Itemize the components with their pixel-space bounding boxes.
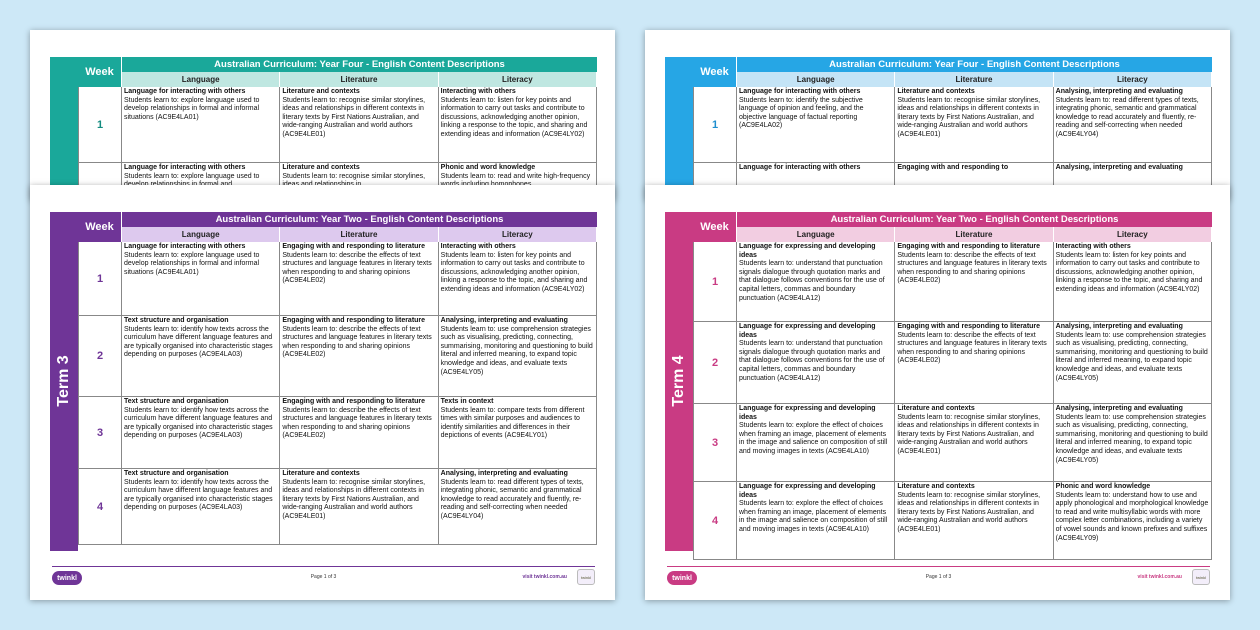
table-cell bbox=[280, 397, 438, 468]
column-header: Literacy bbox=[439, 227, 597, 242]
cell-body: Students learn to: explore the effect of choices when framing an image, placement of elements in the image and salience on composition of still and moving images in texts (AC9E4LA10) bbox=[739, 500, 888, 533]
column-headers bbox=[737, 72, 1212, 87]
table-cell bbox=[1054, 404, 1212, 481]
cell-body: Students learn to: listen for key points and information to carry out tasks and contribute to discussions, acknowledging another opinion, linking a response to the topic, and sharing and extending ideas and information (AC9E4LY02) bbox=[1055, 251, 1203, 293]
column-header: Literature bbox=[895, 227, 1053, 242]
column-header: Literacy bbox=[1054, 72, 1212, 87]
cell-body: Students learn to: recognise similar storylines, ideas and relationships in different contexts in literary texts by First Nations Australian, and wide-ranging Australian and world authors (AC9E4LE01) bbox=[897, 413, 1041, 455]
cell-body: Students learn to: identify how texts across the curriculum have different language features and are typically organised into characteristic stages depending on purposes (AC9E4LA03) bbox=[124, 406, 273, 440]
cell-heading: Phonic and word knowledge bbox=[1055, 483, 1151, 490]
back-left-grid bbox=[78, 57, 597, 200]
table-cell bbox=[280, 242, 438, 315]
cell-heading: Literature and contexts bbox=[282, 88, 360, 95]
week-number: 4 bbox=[693, 482, 737, 559]
cell-heading: Literature and contexts bbox=[897, 88, 975, 95]
column-header: Language bbox=[122, 227, 280, 242]
footer bbox=[52, 566, 595, 586]
table-row bbox=[693, 322, 1212, 404]
table-row bbox=[78, 397, 597, 469]
cell-body: Students learn to: describe the effects of text structures and language features in literary texts when responding to and sharing opinions (AC9E4LE02) bbox=[282, 406, 432, 440]
term-strip bbox=[665, 57, 693, 200]
week-header: Week bbox=[78, 212, 122, 242]
cell-heading: Language for expressing and developing ideas bbox=[739, 323, 876, 339]
cell-body: Students learn to: describe the effects of text structures and language features in literary texts when responding to and sharing opinions (AC9E4LE02) bbox=[897, 331, 1047, 365]
cell-body: Students learn to: recognise similar storylines, ideas and relationships in different contexts in literary texts by First Nations Australian, and wide-ranging Australian and world authors (AC9E4LE01) bbox=[282, 478, 426, 520]
cell-heading: Language for expressing and developing ideas bbox=[739, 243, 876, 259]
week-number: 2 bbox=[78, 316, 122, 396]
cell-body: Students learn to: identify how texts across the curriculum have different language features and are typically organised into characteristic stages depending on purposes (AC9E4LA03) bbox=[124, 478, 273, 512]
cell-heading: Text structure and organisation bbox=[124, 470, 229, 477]
page-number: Page 1 of 3 bbox=[310, 574, 337, 580]
term4-page bbox=[645, 185, 1230, 600]
cell-heading: Analysing, interpreting and evaluating bbox=[440, 317, 568, 324]
table-cell bbox=[737, 322, 895, 403]
table-cell bbox=[737, 87, 895, 162]
badge-icon: twinkl bbox=[577, 569, 595, 585]
cell-body: Students learn to: compare texts from different times with similar purposes and audiences to identify similarities and differences in their depictions of events (AC9E4LY01) bbox=[440, 406, 585, 440]
twinkl-logo[interactable]: twinkl bbox=[52, 571, 82, 585]
table-cell bbox=[737, 242, 895, 321]
cell-heading: Engaging with and responding to bbox=[897, 164, 1009, 171]
cell-body: Students learn to: identify how texts across the curriculum have different language features and are typically organised into characteristic stages depending on purposes (AC9E4LA03) bbox=[124, 325, 273, 359]
cell-heading: Literature and contexts bbox=[897, 483, 975, 490]
cell-body: Students learn to: read different types of texts, integrating phonic, semantic and grammatical knowledge to read accurately and fluently, re-reading and self-correcting when needed (AC9E4LY04) bbox=[1055, 96, 1199, 138]
table-cell bbox=[439, 242, 597, 315]
term4-grid bbox=[693, 212, 1212, 560]
cell-heading: Engaging with and responding to literature bbox=[282, 398, 426, 405]
column-header: Literacy bbox=[1054, 227, 1212, 242]
week-number: 1 bbox=[78, 87, 122, 162]
cell-heading: Interacting with others bbox=[440, 88, 516, 95]
table-row bbox=[78, 87, 597, 163]
cell-body: Students learn to: recognise similar storylines, ideas and relationships in different contexts in literary texts by First Nations Australian, and wide-ranging Australian and world authors (AC9E4LE01) bbox=[282, 96, 426, 138]
cell-heading: Language for interacting with others bbox=[124, 243, 246, 250]
column-header: Literacy bbox=[439, 72, 597, 87]
week-header: Week bbox=[693, 212, 737, 242]
column-header: Literature bbox=[280, 72, 438, 87]
table-cell bbox=[1054, 482, 1212, 559]
column-headers bbox=[737, 227, 1212, 242]
table-cell bbox=[280, 469, 438, 544]
cell-heading: Literature and contexts bbox=[282, 470, 360, 477]
week-number: 1 bbox=[693, 87, 737, 162]
table-row bbox=[693, 87, 1212, 163]
column-header: Language bbox=[737, 227, 895, 242]
cell-heading: Text structure and organisation bbox=[124, 317, 229, 324]
table-cell bbox=[122, 242, 280, 315]
table-title: Australian Curriculum: Year Four - English Content Descriptions bbox=[122, 57, 597, 72]
cell-body: Students learn to: listen for key points and information to carry out tasks and contribute to discussions, acknowledging another opinion, linking a response to the topic, and sharing and extending ideas and information (AC9E4LY02) bbox=[440, 251, 588, 293]
table-row bbox=[78, 469, 597, 545]
table-cell bbox=[439, 87, 597, 162]
cell-heading: Literature and contexts bbox=[897, 405, 975, 412]
week-header: Week bbox=[78, 57, 122, 87]
cell-body: Students learn to: explore language used to develop relationships in formal and informal situations (AC9E4LA01) bbox=[124, 251, 260, 276]
term3-page bbox=[30, 185, 615, 600]
column-header: Literature bbox=[895, 72, 1053, 87]
table-header bbox=[693, 212, 1212, 242]
table-row bbox=[78, 242, 597, 316]
cell-heading: Interacting with others bbox=[440, 243, 516, 250]
term-label: Term 3 bbox=[55, 355, 72, 407]
cell-heading: Analysing, interpreting and evaluating bbox=[440, 470, 568, 477]
cell-heading: Language for interacting with others bbox=[124, 88, 246, 95]
footer bbox=[667, 566, 1210, 586]
table-title: Australian Curriculum: Year Two - English Content Descriptions bbox=[122, 212, 597, 227]
cell-body: Students learn to: describe the effects of text structures and language features in literary texts when responding to and sharing opinions (AC9E4LE02) bbox=[282, 251, 432, 285]
cell-heading: Interacting with others bbox=[1055, 243, 1131, 250]
column-headers bbox=[122, 227, 597, 242]
cell-heading: Language for interacting with others bbox=[739, 164, 861, 171]
table-cell bbox=[1054, 87, 1212, 162]
cell-body: Students learn to: understand that punctuation signals dialogue through quotation marks and that dialogue follows conventions for the use of capital letters, commas and boundary punctuation (AC9E4LA12) bbox=[739, 260, 885, 302]
week-header: Week bbox=[693, 57, 737, 87]
back-left-page bbox=[30, 30, 615, 200]
badge-icon: twinkl bbox=[1192, 569, 1210, 585]
table-cell bbox=[1054, 242, 1212, 321]
cell-heading: Engaging with and responding to literature bbox=[282, 243, 426, 250]
table-title: Australian Curriculum: Year Two - English Content Descriptions bbox=[737, 212, 1212, 227]
table-row bbox=[693, 242, 1212, 322]
twinkl-logo[interactable]: twinkl bbox=[667, 571, 697, 585]
table-cell bbox=[1054, 322, 1212, 403]
table-header bbox=[693, 57, 1212, 87]
term-label: Term 4 bbox=[670, 355, 687, 407]
cell-heading: Engaging with and responding to literature bbox=[897, 243, 1041, 250]
cell-heading: Engaging with and responding to literature bbox=[897, 323, 1041, 330]
week-number: 4 bbox=[78, 469, 122, 544]
table-cell bbox=[122, 87, 280, 162]
cell-heading: Phonic and word knowledge bbox=[440, 164, 536, 171]
cell-body: Students learn to: use comprehension strategies such as visualising, predicting, connecting, summarising, monitoring and questioning to build literal and inferred meaning, to expand topic knowledge and ideas, and evaluate texts (AC9E4LY05) bbox=[440, 325, 593, 376]
page-number: Page 1 of 3 bbox=[925, 574, 952, 580]
table-header bbox=[78, 212, 597, 242]
cell-body: Students learn to: understand that punctuation signals dialogue through quotation marks and that dialogue follows conventions for the use of capital letters, commas and boundary punctuation (AC9E4LA12) bbox=[739, 340, 885, 382]
week-number: 2 bbox=[693, 322, 737, 403]
cell-heading: Analysing, interpreting and evaluating bbox=[1055, 164, 1183, 171]
table-cell bbox=[895, 404, 1053, 481]
table-cell bbox=[737, 482, 895, 559]
table-cell bbox=[737, 404, 895, 481]
visit-link[interactable]: visit twinkl.com.au bbox=[522, 574, 567, 580]
cell-heading: Analysing, interpreting and evaluating bbox=[1055, 405, 1183, 412]
visit-link[interactable]: visit twinkl.com.au bbox=[1137, 574, 1182, 580]
table-cell bbox=[439, 316, 597, 396]
cell-body: Students learn to: recognise similar storylines, bbox=[282, 172, 426, 180]
table-cell bbox=[122, 469, 280, 544]
table-title: Australian Curriculum: Year Four - English Content Descriptions bbox=[737, 57, 1212, 72]
cell-body: Students learn to: read and write high-frequency bbox=[440, 172, 591, 180]
table-row bbox=[78, 316, 597, 397]
cell-heading: Texts in context bbox=[440, 398, 494, 405]
term3-grid bbox=[78, 212, 597, 545]
table-cell bbox=[895, 242, 1053, 321]
table-cell bbox=[280, 87, 438, 162]
cell-heading: Language for expressing and developing ideas bbox=[739, 405, 876, 421]
cell-body: Students learn to: explore the effect of choices when framing an image, placement of elements in the image and salience on composition of still and moving images in texts (AC9E4LA10) bbox=[739, 422, 888, 455]
cell-body: Students learn to: use comprehension strategies such as visualising, predicting, connecting, summarising, monitoring and questioning to build literal and inferred meaning, to expand topic knowledge and ideas, and evaluate texts (AC9E4LY05) bbox=[1055, 331, 1208, 382]
table-row bbox=[693, 482, 1212, 560]
cell-body: Students learn to: understand how to use and apply phonological and morphological knowledge to read and write multisyllabic words with more complex letter combinations, including a variety of vowel sounds and known prefixes and suffixes (AC9E4LY09) bbox=[1055, 491, 1209, 542]
cell-body: Students learn to: describe the effects of text structures and language features in literary texts when responding to and sharing opinions (AC9E4LE02) bbox=[897, 251, 1047, 285]
table-cell bbox=[439, 469, 597, 544]
table-cell bbox=[895, 322, 1053, 403]
cell-heading: Engaging with and responding to literature bbox=[282, 317, 426, 324]
back-right-grid bbox=[693, 57, 1212, 200]
cell-heading: Language for expressing and developing ideas bbox=[739, 483, 876, 499]
cell-body: Students learn to: recognise similar storylines, ideas and relationships in different contexts in literary texts by First Nations Australian, and wide-ranging Australian and world authors (AC9E4LE01) bbox=[897, 491, 1041, 533]
column-header: Language bbox=[737, 72, 895, 87]
week-number: 1 bbox=[78, 242, 122, 315]
cell-heading: Text structure and organisation bbox=[124, 398, 229, 405]
term-strip bbox=[50, 212, 78, 551]
cell-body: Students learn to: explore language used to bbox=[124, 172, 260, 180]
back-right-page bbox=[645, 30, 1230, 200]
cell-heading: Literature and contexts bbox=[282, 164, 360, 171]
table-cell bbox=[122, 316, 280, 396]
table-row bbox=[693, 404, 1212, 482]
term-strip bbox=[50, 57, 78, 200]
table-cell bbox=[895, 482, 1053, 559]
table-cell bbox=[122, 397, 280, 468]
cell-heading: Analysing, interpreting and evaluating bbox=[1055, 323, 1183, 330]
cell-heading: Language for interacting with others bbox=[739, 88, 861, 95]
cell-heading: Analysing, interpreting and evaluating bbox=[1055, 88, 1183, 95]
week-number: 3 bbox=[693, 404, 737, 481]
table-header bbox=[78, 57, 597, 87]
column-header: Literature bbox=[280, 227, 438, 242]
week-number: 3 bbox=[78, 397, 122, 468]
cell-body: Students learn to: read different types of texts, integrating phonic, semantic and grammatical knowledge to read accurately and fluently, re-reading and self-correcting when needed (AC9E4LY04) bbox=[440, 478, 584, 520]
column-header: Language bbox=[122, 72, 280, 87]
cell-heading: Language for interacting with others bbox=[124, 164, 246, 171]
cell-body: Students learn to: use comprehension strategies such as visualising, predicting, connecting, summarising, monitoring and questioning to build literal and inferred meaning, to expand topic knowledge and ideas, and evaluate texts (AC9E4LY05) bbox=[1055, 413, 1208, 464]
column-headers bbox=[122, 72, 597, 87]
week-number: 1 bbox=[693, 242, 737, 321]
cell-body: Students learn to: identify the subjective language of opinion and feeling, and the objective language of factual reporting (AC9E4LA02) bbox=[739, 96, 864, 130]
table-cell bbox=[439, 397, 597, 468]
cell-body: Students learn to: recognise similar storylines, ideas and relationships in different contexts in literary texts by First Nations Australian, and wide-ranging Australian and world authors (AC9E4LE01) bbox=[897, 96, 1041, 138]
table-cell bbox=[280, 316, 438, 396]
term-strip bbox=[665, 212, 693, 551]
cell-body: Students learn to: explore language used to develop relationships in formal and informal situations (AC9E4LA01) bbox=[124, 96, 260, 121]
table-cell bbox=[895, 87, 1053, 162]
cell-body: Students learn to: describe the effects of text structures and language features in literary texts when responding to and sharing opinions (AC9E4LE02) bbox=[282, 325, 432, 359]
cell-body: Students learn to: listen for key points and information to carry out tasks and contribute to discussions, acknowledging another opinion, linking a response to the topic, and sharing and extending ideas and information (AC9E4LY02) bbox=[440, 96, 588, 138]
